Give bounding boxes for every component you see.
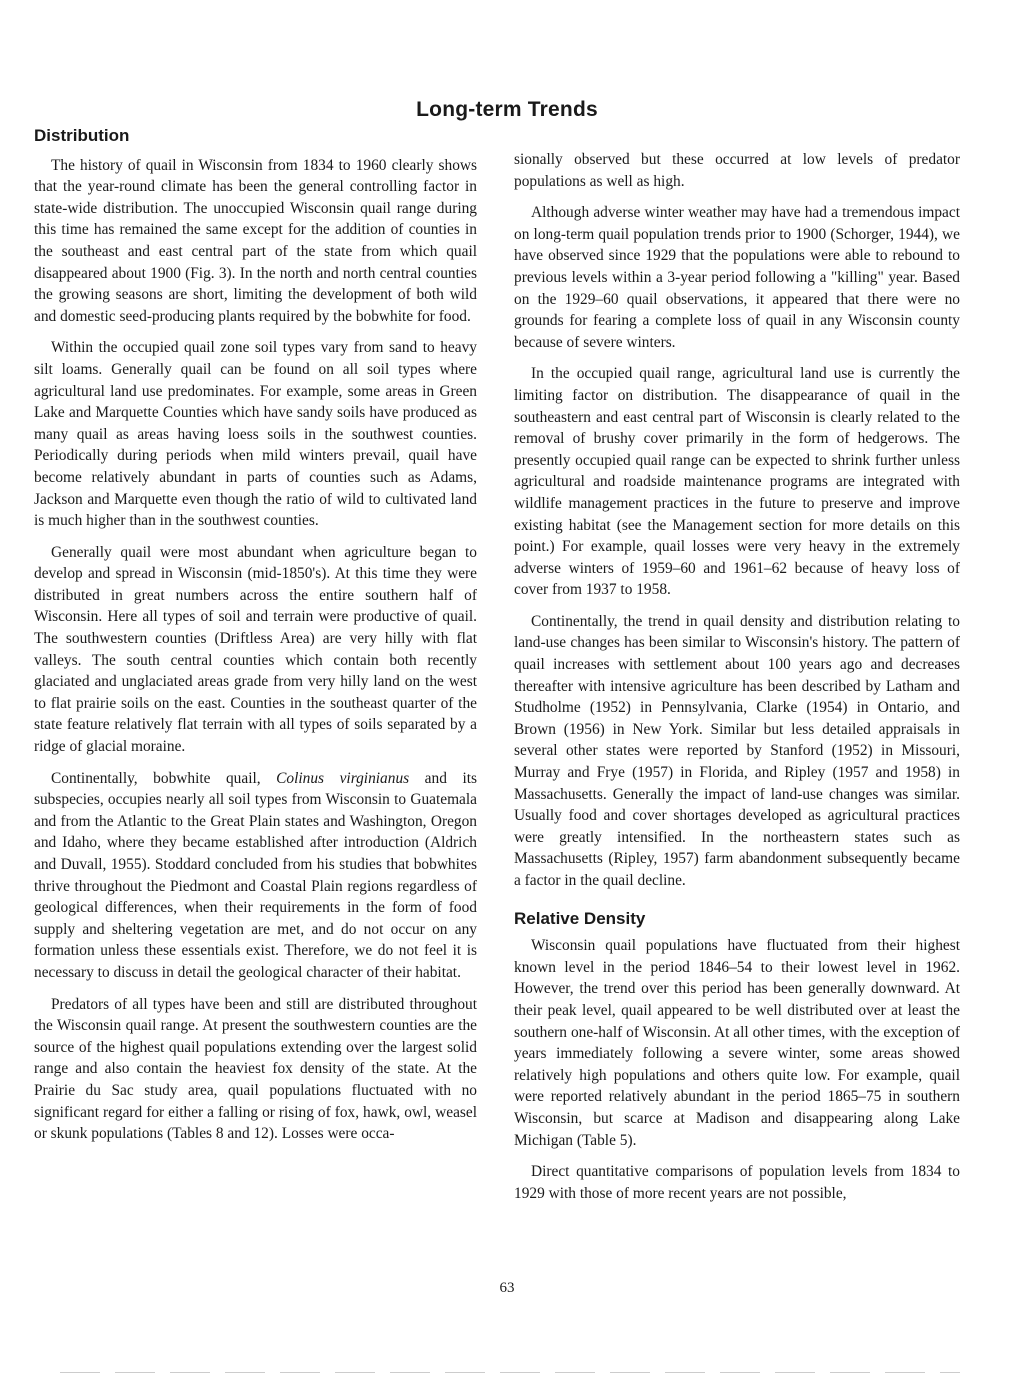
left-column <box>34 125 477 1155</box>
distribution-paragraph: Continentally, the trend in quail density and distribution relating to land-use changes has been similar to Wisconsin's history. The pattern of quail increases with settlement about 100 years ago and decreases thereafter with intensive agriculture has been described by Latham and Studholme (1952) in Pennsylvania, Clarke (1954) in Ontario, and Brown (1956) in New York. Similar but less detailed appraisals in several other states were reported by Stanford (1952) in Missouri, Murray and Frye (1957) in Florida, and Ripley (1957 and 1958) in Massachusetts. Generally the impact of land-use changes was similar. Usually food and cover shortages developed as agricultural practices were greatly intensified. In the northeastern states such as Massachusetts (Ripley, 1957) farm abandonment subsequently became a factor in the quail decline. <box>514 612 960 889</box>
paragraph-text: and its subspecies, occupies nearly all soil types from Wisconsin to Guatemala and from the Atlantic to the Great Plain states and Washington, Oregon and Idaho, where they became established after introduction (Aldrich and Duvall, 1955). Stoddard concluded from his studies that bobwhites thrive throughout the Piedmont and Coastal Plain regions regardless of geological differences, when their requirements in the form of food supply and sheltering vegetation are met, and do not occur on any formation unless these essentials exist. Therefore, we do not feel it is necessary to discuss in detail the geological character of their habitat. <box>34 769 477 981</box>
distribution-heading: Distribution <box>34 126 130 145</box>
distribution-paragraph: The history of quail in Wisconsin from 1834 to 1960 clearly shows that the year-round climate has been the general controlling factor in state-wide distribution. The unoccupied Wisconsin quail range during this time has remained the same except for the addition of counties in the southeast and east central part of the state from which quail disappeared about 1900 (Fig. 3). In the north and north central counties the growing seasons are short, limiting the development of both wild and domestic seed-producing plants required by the bobwhite for food. <box>34 156 477 325</box>
distribution-paragraph <box>34 768 477 984</box>
distribution-paragraph: Predators of all types have been and still are distributed throughout the Wisconsin quail range. At present the southwestern counties are the source of the highest quail populations extending over the largest solid range and also contain the heaviest fox density of the state. At the Prairie du Sac study area, quail populations fluctuated with no significant regard for either a falling or rising of fox, hawk, owl, weasel or skunk populations (Tables 8 and 12). Losses were occa- <box>34 995 477 1143</box>
right-column <box>514 149 960 1214</box>
distribution-paragraph: Within the occupied quail zone soil types vary from sand to heavy silt loams. Generally quail can be found on all soil types where agricultural land use predominates. For example, some areas in Green Lake and Marquette Counties which have sandy soils have produced as many quail as areas having loess soils in the southwest counties. Periodically during periods when mild winters prevail, quail have become relatively abundant in parts of counties such as Adams, Jackson and Marquette even though the ratio of wild to cultivated land is much higher than in the southwest counties. <box>34 339 477 530</box>
distribution-paragraph: sionally observed but these occurred at low levels of predator populations as well as high. <box>514 151 960 190</box>
relative-density-paragraph: Wisconsin quail populations have fluctuated from their highest known level in the period 1846–54 to their lowest level in 1962. However, the trend over this period has been generally downward. At their peak level, quail appeared to be well distributed over at least the southern one-half of Wisconsin. At all other times, with the exception of years immediately following a severe winter, some areas showed relatively high populations and others quite low. For example, quail were reported relatively abundant in the period 1865–75 in southern Wisconsin, but scarce at Madison and disappearing along Lake Michigan (Table 5). <box>514 937 960 1149</box>
page-title: Long-term Trends <box>416 98 598 121</box>
distribution-paragraph: Although adverse winter weather may have had a tremendous impact on long-term quail population trends prior to 1900 (Schorger, 1944), we have observed since 1929 that the populations were able to rebound to previous levels within a 3-year period following a "killing" year. Based on the 1929–60 quail observations, it appeared that there were no grounds for fearing a complete loss of quail in any Wisconsin county because of severe winters. <box>514 204 960 351</box>
page-number: 63 <box>499 1280 515 1296</box>
species-name: Colinus virginianus <box>276 769 410 787</box>
scan-edge-line <box>60 1372 960 1373</box>
paragraph-text: Continentally, bobwhite quail, <box>51 769 277 787</box>
distribution-paragraph: Generally quail were most abundant when agriculture began to develop and spread in Wisconsin (mid-1850's). At this time they were distributed in great numbers across the entire southern half of Wisconsin. Here all types of soil and terrain were productive of quail. The southwestern counties (Driftless Area) are very hilly with flat valleys. The south central counties which contain both recently glaciated and unglaciated areas grade from very hilly land on the west to flat prairie soils on the east. Counties in the southeast quarter of the state feature relatively flat terrain with all types of soils separated by a ridge of glacial moraine. <box>34 543 477 756</box>
relative-density-heading: Relative Density <box>514 908 646 928</box>
relative-density-paragraph: Direct quantitative comparisons of population levels from 1834 to 1929 with those of more recent years are not possible, <box>514 1163 960 1202</box>
distribution-paragraph: In the occupied quail range, agricultural land use is currently the limiting factor on distribution. The disappearance of quail in the southeastern and east central part of Wisconsin is clearly related to the removal of brushy cover primarily in the form of hedgerows. The presently occupied quail range can be expected to shrink further unless agricultural and roadside maintenance programs are integrated with wildlife management practices in the future to preserve and improve existing habitat (see the Management section for more details on this point.) For example, quail losses were very heavy in the extremely adverse winters of 1959–60 and 1961–62 because of heavy loss of cover from 1937 to 1958. <box>514 365 960 599</box>
